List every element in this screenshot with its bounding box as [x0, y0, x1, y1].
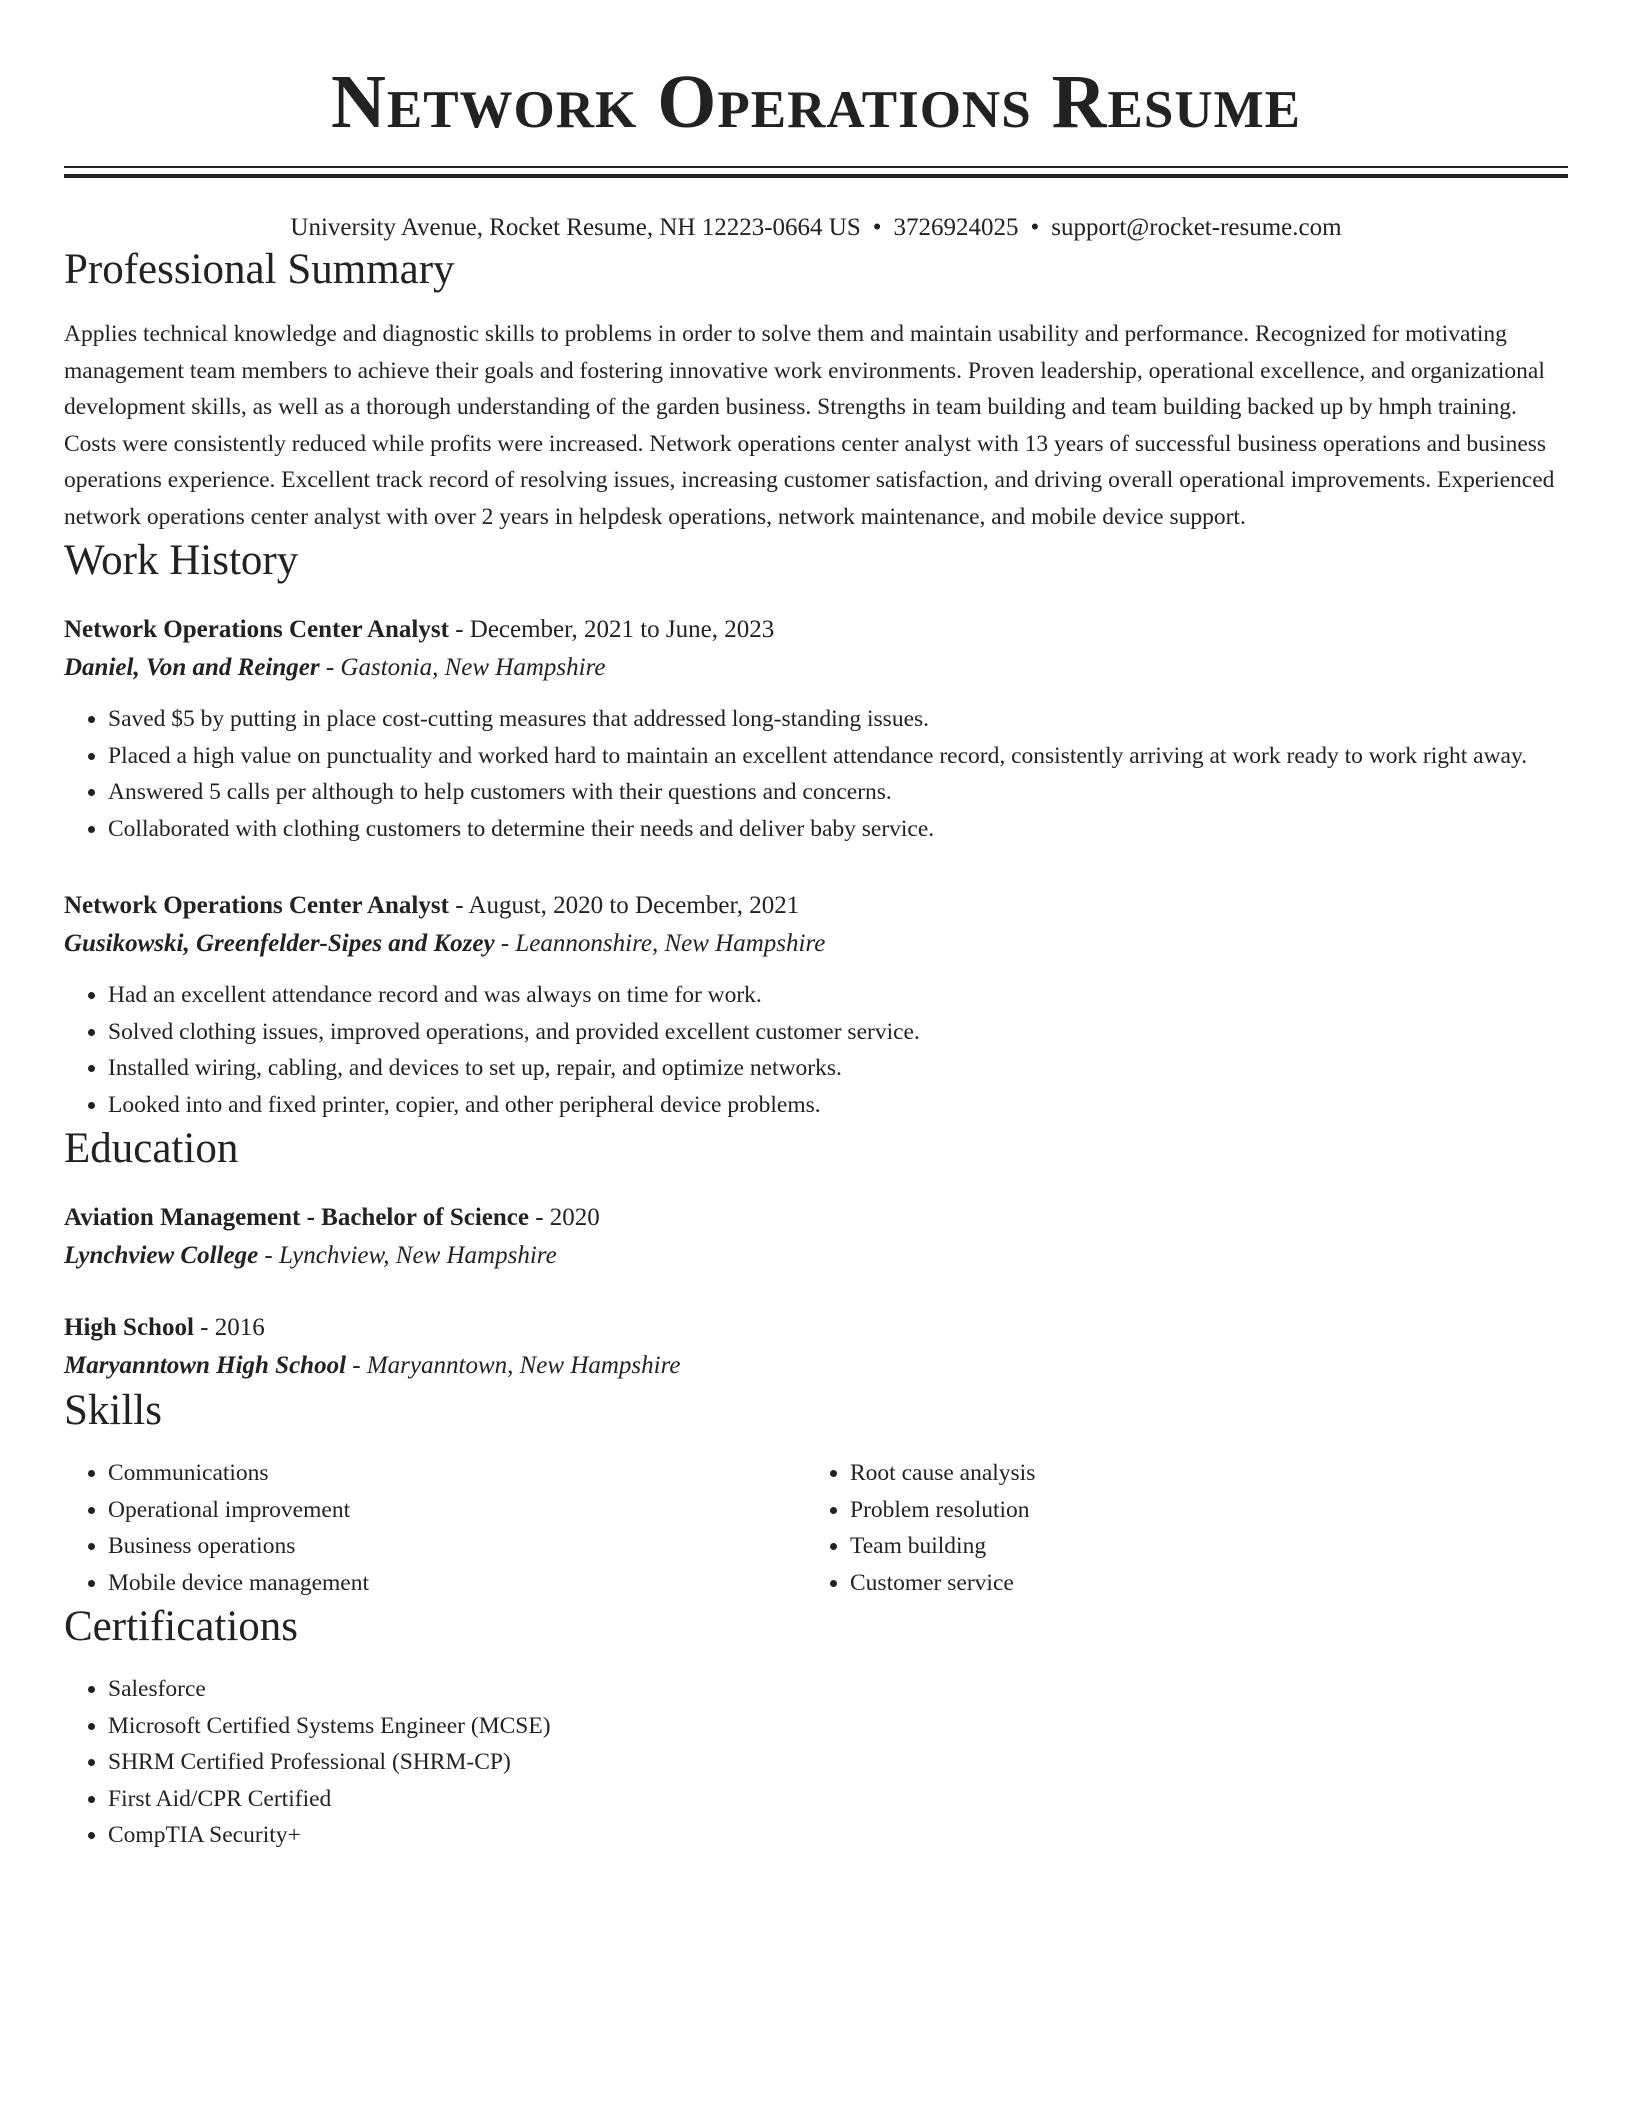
list-item: • Root cause analysis	[850, 1455, 1548, 1492]
education-degree: Aviation Management - Bachelor of Science	[64, 1204, 529, 1231]
education-entry	[64, 1309, 1568, 1385]
job-title-line	[64, 611, 1568, 649]
summary-text: Applies technical knowledge and diagnostic skills to problems in order to solve them and maintain usability and performance. Recognized for motivating management team members to achieve their goals and fostering innovative work environments. Proven leadership, operational excellence, and organizational development skills, as well as a thorough understanding of the garden business. Strengths in team building and team building backed up by hmph training. Costs were consistently reduced while profits were increased. Network operations center analyst with 13 years of successful business operations and business operations experience. Excellent track record of resolving issues, increasing customer satisfaction, and driving overall operational improvements. Experienced network operations center analyst with over 2 years in helpdesk operations, network maintenance, and mobile device support.	[64, 321, 1555, 530]
education-year: - 2016	[193, 1314, 265, 1341]
list-item: • SHRM Certified Professional (SHRM-CP)	[108, 1744, 1568, 1781]
contact-separator: •	[1030, 214, 1040, 241]
list-item: • Installed wiring, cabling, and devices to set up, repair, and optimize networks.	[108, 1050, 1568, 1087]
list-item: • First Aid/CPR Certified	[108, 1781, 1568, 1818]
contact-separator: •	[872, 214, 882, 241]
skills-column-right	[806, 1455, 1548, 1601]
job-dates: - December, 2021 to June, 2023	[448, 616, 775, 643]
list-item: • Looked into and fixed printer, copier, and other peripheral device problems.	[108, 1087, 1568, 1124]
education-entry	[64, 1199, 1568, 1275]
job-bullets	[64, 701, 1568, 847]
contact-email: support@rocket-resume.com	[1051, 214, 1342, 241]
list-item: • Communications	[108, 1455, 806, 1492]
skills-column-left	[64, 1455, 806, 1601]
certifications-heading: Certifications	[64, 1603, 299, 1650]
list-item: • Had an excellent attendance record and was always on time for work.	[108, 977, 1568, 1014]
education-heading: Education	[64, 1125, 239, 1172]
education-school: Lynchview College	[64, 1242, 259, 1269]
title-divider	[64, 166, 1568, 178]
job-company: Gusikowski, Greenfelder-Sipes and Kozey	[64, 930, 495, 957]
education-degree-line	[64, 1309, 1568, 1347]
job-company: Daniel, Von and Reinger	[64, 654, 320, 681]
skills-list	[64, 1455, 806, 1601]
education-location: - Lynchview, New Hampshire	[258, 1242, 557, 1269]
list-item: • Collaborated with clothing customers to determine their needs and deliver baby service.	[108, 811, 1568, 848]
summary-heading: Professional Summary	[64, 246, 455, 293]
contact-line	[64, 212, 1568, 244]
job-location: - Leannonshire, New Hampshire	[494, 930, 826, 957]
job-dates: - August, 2020 to December, 2021	[448, 892, 800, 919]
resume-title: Network Operations Resume	[330, 60, 1302, 144]
list-item: • Problem resolution	[850, 1492, 1548, 1529]
education-location: - Maryanntown, New Hampshire	[346, 1352, 681, 1379]
list-item: • Business operations	[108, 1528, 806, 1565]
job-title: Network Operations Center Analyst	[64, 892, 449, 919]
job-title: Network Operations Center Analyst	[64, 616, 449, 643]
list-item: • Saved $5 by putting in place cost-cutting measures that addressed long-standing issues.	[108, 701, 1568, 738]
list-item: • Microsoft Certified Systems Engineer (MCSE)	[108, 1708, 1568, 1745]
education-school-line	[64, 1347, 1568, 1385]
job-entry	[64, 887, 1568, 1123]
job-company-line	[64, 925, 1568, 963]
list-item: • Answered 5 calls per although to help customers with their questions and concerns.	[108, 774, 1568, 811]
skills-heading: Skills	[64, 1387, 162, 1434]
job-entry	[64, 611, 1568, 847]
list-item: • Solved clothing issues, improved operations, and provided excellent customer service.	[108, 1014, 1568, 1051]
list-item: • Team building	[850, 1528, 1548, 1565]
education-school: Maryanntown High School	[64, 1352, 347, 1379]
job-company-line	[64, 649, 1568, 687]
education-school-line	[64, 1237, 1568, 1275]
contact-address: University Avenue, Rocket Resume, NH 12223-0664 US	[290, 214, 861, 241]
education-degree: High School	[64, 1314, 194, 1341]
list-item: • Customer service	[850, 1565, 1548, 1602]
education-degree-line	[64, 1199, 1568, 1237]
job-location: - Gastonia, New Hampshire	[319, 654, 606, 681]
list-item: • Mobile device management	[108, 1565, 806, 1602]
list-item: • Placed a high value on punctuality and worked hard to maintain an excellent attendance record, consistently arriving at work ready to work right away.	[108, 738, 1568, 775]
skills-list	[806, 1455, 1548, 1601]
skills-grid	[64, 1455, 1568, 1601]
list-item: • CompTIA Security+	[108, 1817, 1568, 1854]
contact-phone: 3726924025	[893, 214, 1019, 241]
job-bullets	[64, 977, 1568, 1123]
job-title-line	[64, 887, 1568, 925]
list-item: • Salesforce	[108, 1671, 1568, 1708]
list-item: • Operational improvement	[108, 1492, 806, 1529]
work-history-heading: Work History	[64, 537, 299, 584]
education-year: - 2020	[528, 1204, 600, 1231]
certifications-list	[64, 1671, 1568, 1854]
